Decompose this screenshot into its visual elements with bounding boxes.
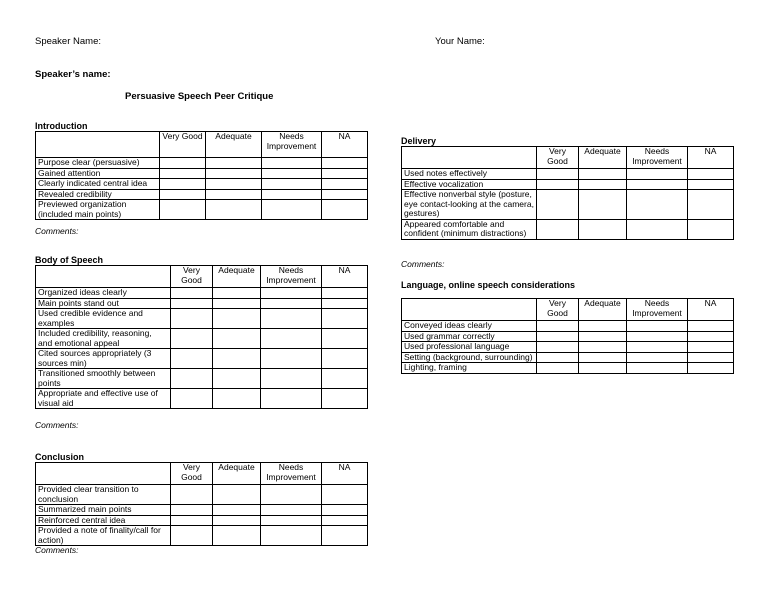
table-row xyxy=(36,298,368,309)
conclusion-table xyxy=(35,462,368,546)
rating-cell[interactable] xyxy=(262,179,322,190)
page-title: Persuasive Speech Peer Critique xyxy=(125,91,274,102)
rating-cell[interactable] xyxy=(688,352,734,363)
rating-cell[interactable] xyxy=(171,329,213,349)
table-row xyxy=(402,352,734,363)
rating-cell[interactable] xyxy=(579,190,627,220)
col-header: NA xyxy=(322,266,368,288)
rating-cell[interactable] xyxy=(171,349,213,369)
table-row xyxy=(36,179,368,190)
col-header: Very Good xyxy=(171,463,213,485)
rating-cell[interactable] xyxy=(688,169,734,180)
table-header-row xyxy=(36,266,368,288)
table-row xyxy=(402,321,734,332)
table-header-row xyxy=(36,132,368,158)
rating-cell[interactable] xyxy=(322,349,368,369)
col-header: Adequate xyxy=(579,147,627,169)
rating-cell[interactable] xyxy=(261,389,322,409)
rating-cell[interactable] xyxy=(261,329,322,349)
introduction-table xyxy=(35,131,368,220)
rating-cell[interactable] xyxy=(213,526,261,546)
rating-cell[interactable] xyxy=(206,179,262,190)
criterion-label: Organized ideas clearly xyxy=(36,288,171,299)
criterion-label: Summarized main points xyxy=(36,505,171,516)
rating-cell[interactable] xyxy=(322,158,368,169)
rating-cell[interactable] xyxy=(579,179,627,190)
criterion-label: Lighting, framing xyxy=(402,363,537,374)
rating-cell[interactable] xyxy=(627,179,688,190)
rating-cell[interactable] xyxy=(262,200,322,220)
col-header: Needs Improvement xyxy=(262,132,322,158)
criterion-label: Gained attention xyxy=(36,168,160,179)
table-row xyxy=(36,526,368,546)
rating-cell[interactable] xyxy=(537,219,579,239)
rating-cell[interactable] xyxy=(579,219,627,239)
rating-cell[interactable] xyxy=(322,189,368,200)
rating-cell[interactable] xyxy=(537,363,579,374)
table-row xyxy=(36,389,368,409)
col-header: NA xyxy=(322,463,368,485)
rating-cell[interactable] xyxy=(261,505,322,516)
col-header: NA xyxy=(322,132,368,158)
rating-cell[interactable] xyxy=(537,342,579,353)
criterion-label: Purpose clear (persuasive) xyxy=(36,158,160,169)
criterion-label: Main points stand out xyxy=(36,298,171,309)
table-row xyxy=(402,363,734,374)
rating-cell[interactable] xyxy=(160,189,206,200)
rating-cell[interactable] xyxy=(688,363,734,374)
rating-cell[interactable] xyxy=(261,349,322,369)
rating-cell[interactable] xyxy=(160,200,206,220)
col-header: Needs Improvement xyxy=(261,266,322,288)
table-row xyxy=(402,169,734,180)
rating-cell[interactable] xyxy=(171,485,213,505)
conclusion-title: Conclusion xyxy=(35,452,84,462)
rating-cell[interactable] xyxy=(627,363,688,374)
rating-cell[interactable] xyxy=(537,321,579,332)
table-row xyxy=(36,168,368,179)
rating-cell[interactable] xyxy=(688,179,734,190)
rating-cell[interactable] xyxy=(261,526,322,546)
rating-cell[interactable] xyxy=(688,331,734,342)
table-row xyxy=(36,189,368,200)
criterion-label: Provided clear transition to conclusion xyxy=(36,485,171,505)
speakers-name-label: Speaker’s name: xyxy=(35,69,111,80)
rating-cell[interactable] xyxy=(322,389,368,409)
col-header: Very Good xyxy=(171,266,213,288)
table-row xyxy=(36,515,368,526)
delivery-comments-label: Comments: xyxy=(401,259,445,269)
rating-cell[interactable] xyxy=(537,169,579,180)
item-column-header xyxy=(36,132,160,158)
rating-cell[interactable] xyxy=(261,485,322,505)
rating-cell[interactable] xyxy=(262,168,322,179)
rating-cell[interactable] xyxy=(261,515,322,526)
rating-cell[interactable] xyxy=(261,309,322,329)
introduction-title: Introduction xyxy=(35,121,88,131)
criterion-label: Used grammar correctly xyxy=(402,331,537,342)
col-header: Adequate xyxy=(579,299,627,321)
rating-cell[interactable] xyxy=(627,169,688,180)
conclusion-comments-label: Comments: xyxy=(35,545,79,555)
rating-cell[interactable] xyxy=(627,190,688,220)
rating-cell[interactable] xyxy=(322,309,368,329)
criterion-label: Effective vocalization xyxy=(402,179,537,190)
criterion-label: Transitioned smoothly between points xyxy=(36,369,171,389)
col-header: Needs Improvement xyxy=(261,463,322,485)
criterion-label: Revealed credibility xyxy=(36,189,160,200)
rating-cell[interactable] xyxy=(206,200,262,220)
table-row xyxy=(36,288,368,299)
rating-cell[interactable] xyxy=(213,298,261,309)
rating-cell[interactable] xyxy=(537,352,579,363)
delivery-title: Delivery xyxy=(401,136,437,146)
rating-cell[interactable] xyxy=(537,190,579,220)
col-header: Adequate xyxy=(206,132,262,158)
delivery-table xyxy=(401,146,734,240)
col-header: NA xyxy=(688,299,734,321)
rating-cell[interactable] xyxy=(688,342,734,353)
col-header: Very Good xyxy=(160,132,206,158)
criterion-label: Used notes effectively xyxy=(402,169,537,180)
body-table xyxy=(35,265,368,409)
rating-cell[interactable] xyxy=(322,168,368,179)
your-name-label: Your Name: xyxy=(435,36,485,47)
rating-cell[interactable] xyxy=(171,505,213,516)
rating-cell[interactable] xyxy=(322,200,368,220)
item-column-header xyxy=(402,147,537,169)
rating-cell[interactable] xyxy=(322,288,368,299)
criterion-label: Effective nonverbal style (posture, eye contact-looking at the camera, gestures) xyxy=(402,190,537,220)
rating-cell[interactable] xyxy=(627,219,688,239)
criterion-label: Included credibility, reasoning, and emotional appeal xyxy=(36,329,171,349)
criterion-label: Previewed organization (included main points) xyxy=(36,200,160,220)
rating-cell[interactable] xyxy=(688,219,734,239)
col-header: Adequate xyxy=(213,266,261,288)
rating-cell[interactable] xyxy=(261,298,322,309)
table-header-row xyxy=(402,299,734,321)
rating-cell[interactable] xyxy=(213,485,261,505)
table-row xyxy=(36,485,368,505)
table-row xyxy=(36,158,368,169)
rating-cell[interactable] xyxy=(322,298,368,309)
table-row xyxy=(402,331,734,342)
rating-cell[interactable] xyxy=(171,288,213,299)
table-row xyxy=(36,329,368,349)
rating-cell[interactable] xyxy=(262,158,322,169)
table-header-row xyxy=(36,463,368,485)
rating-cell[interactable] xyxy=(579,363,627,374)
criterion-label: Reinforced central idea xyxy=(36,515,171,526)
rating-cell[interactable] xyxy=(160,179,206,190)
criterion-label: Used credible evidence and examples xyxy=(36,309,171,329)
rating-cell[interactable] xyxy=(579,352,627,363)
rating-cell[interactable] xyxy=(688,190,734,220)
rating-cell[interactable] xyxy=(213,349,261,369)
table-row xyxy=(36,200,368,220)
rating-cell[interactable] xyxy=(261,369,322,389)
rating-cell[interactable] xyxy=(322,526,368,546)
criterion-label: Appeared comfortable and confident (minimum distractions) xyxy=(402,219,537,239)
language-table xyxy=(401,298,734,374)
introduction-comments-label: Comments: xyxy=(35,226,79,236)
rating-cell[interactable] xyxy=(171,526,213,546)
rating-cell[interactable] xyxy=(262,189,322,200)
criterion-label: Used professional language xyxy=(402,342,537,353)
col-header: Very Good xyxy=(537,147,579,169)
col-header: NA xyxy=(688,147,734,169)
rating-cell[interactable] xyxy=(213,288,261,299)
rating-cell[interactable] xyxy=(322,329,368,349)
rating-cell[interactable] xyxy=(537,179,579,190)
table-row xyxy=(402,190,734,220)
rating-cell[interactable] xyxy=(627,342,688,353)
rating-cell[interactable] xyxy=(213,329,261,349)
rating-cell[interactable] xyxy=(171,389,213,409)
table-row xyxy=(36,309,368,329)
item-column-header xyxy=(36,463,171,485)
rating-cell[interactable] xyxy=(627,352,688,363)
rating-cell[interactable] xyxy=(171,515,213,526)
rating-cell[interactable] xyxy=(213,309,261,329)
criterion-label: Provided a note of finality/call for action) xyxy=(36,526,171,546)
rating-cell[interactable] xyxy=(579,169,627,180)
rating-cell[interactable] xyxy=(322,179,368,190)
table-row xyxy=(36,505,368,516)
item-column-header xyxy=(36,266,171,288)
col-header: Very Good xyxy=(537,299,579,321)
criterion-label: Appropriate and effective use of visual aid xyxy=(36,389,171,409)
rating-cell[interactable] xyxy=(213,515,261,526)
item-column-header xyxy=(402,299,537,321)
rating-cell[interactable] xyxy=(171,298,213,309)
rating-cell[interactable] xyxy=(206,168,262,179)
table-row xyxy=(402,342,734,353)
rating-cell[interactable] xyxy=(261,288,322,299)
body-title: Body of Speech xyxy=(35,255,104,265)
rating-cell[interactable] xyxy=(322,515,368,526)
body-comments-label: Comments: xyxy=(35,420,79,430)
rating-cell[interactable] xyxy=(627,321,688,332)
table-row xyxy=(402,179,734,190)
rating-cell[interactable] xyxy=(171,369,213,389)
language-title: Language, online speech considerations xyxy=(401,280,576,290)
rating-cell[interactable] xyxy=(160,158,206,169)
rating-cell[interactable] xyxy=(213,369,261,389)
rating-cell[interactable] xyxy=(213,389,261,409)
criterion-label: Setting (background, surrounding) xyxy=(402,352,537,363)
col-header: Needs Improvement xyxy=(627,147,688,169)
rating-cell[interactable] xyxy=(322,369,368,389)
col-header: Needs Improvement xyxy=(627,299,688,321)
rating-cell[interactable] xyxy=(160,168,206,179)
rating-cell[interactable] xyxy=(213,505,261,516)
table-header-row xyxy=(402,147,734,169)
criterion-label: Conveyed ideas clearly xyxy=(402,321,537,332)
criterion-label: Cited sources appropriately (3 sources min) xyxy=(36,349,171,369)
rating-cell[interactable] xyxy=(579,342,627,353)
table-row xyxy=(36,349,368,369)
speaker-name-label: Speaker Name: xyxy=(35,36,102,47)
rating-cell[interactable] xyxy=(688,321,734,332)
col-header: Adequate xyxy=(213,463,261,485)
rating-cell[interactable] xyxy=(322,485,368,505)
rating-cell[interactable] xyxy=(322,505,368,516)
rating-cell[interactable] xyxy=(206,158,262,169)
rating-cell[interactable] xyxy=(579,331,627,342)
table-row xyxy=(36,369,368,389)
rating-cell[interactable] xyxy=(171,309,213,329)
criterion-label: Clearly indicated central idea xyxy=(36,179,160,190)
rating-cell[interactable] xyxy=(627,331,688,342)
rating-cell[interactable] xyxy=(537,331,579,342)
rating-cell[interactable] xyxy=(206,189,262,200)
rating-cell[interactable] xyxy=(579,321,627,332)
table-row xyxy=(402,219,734,239)
